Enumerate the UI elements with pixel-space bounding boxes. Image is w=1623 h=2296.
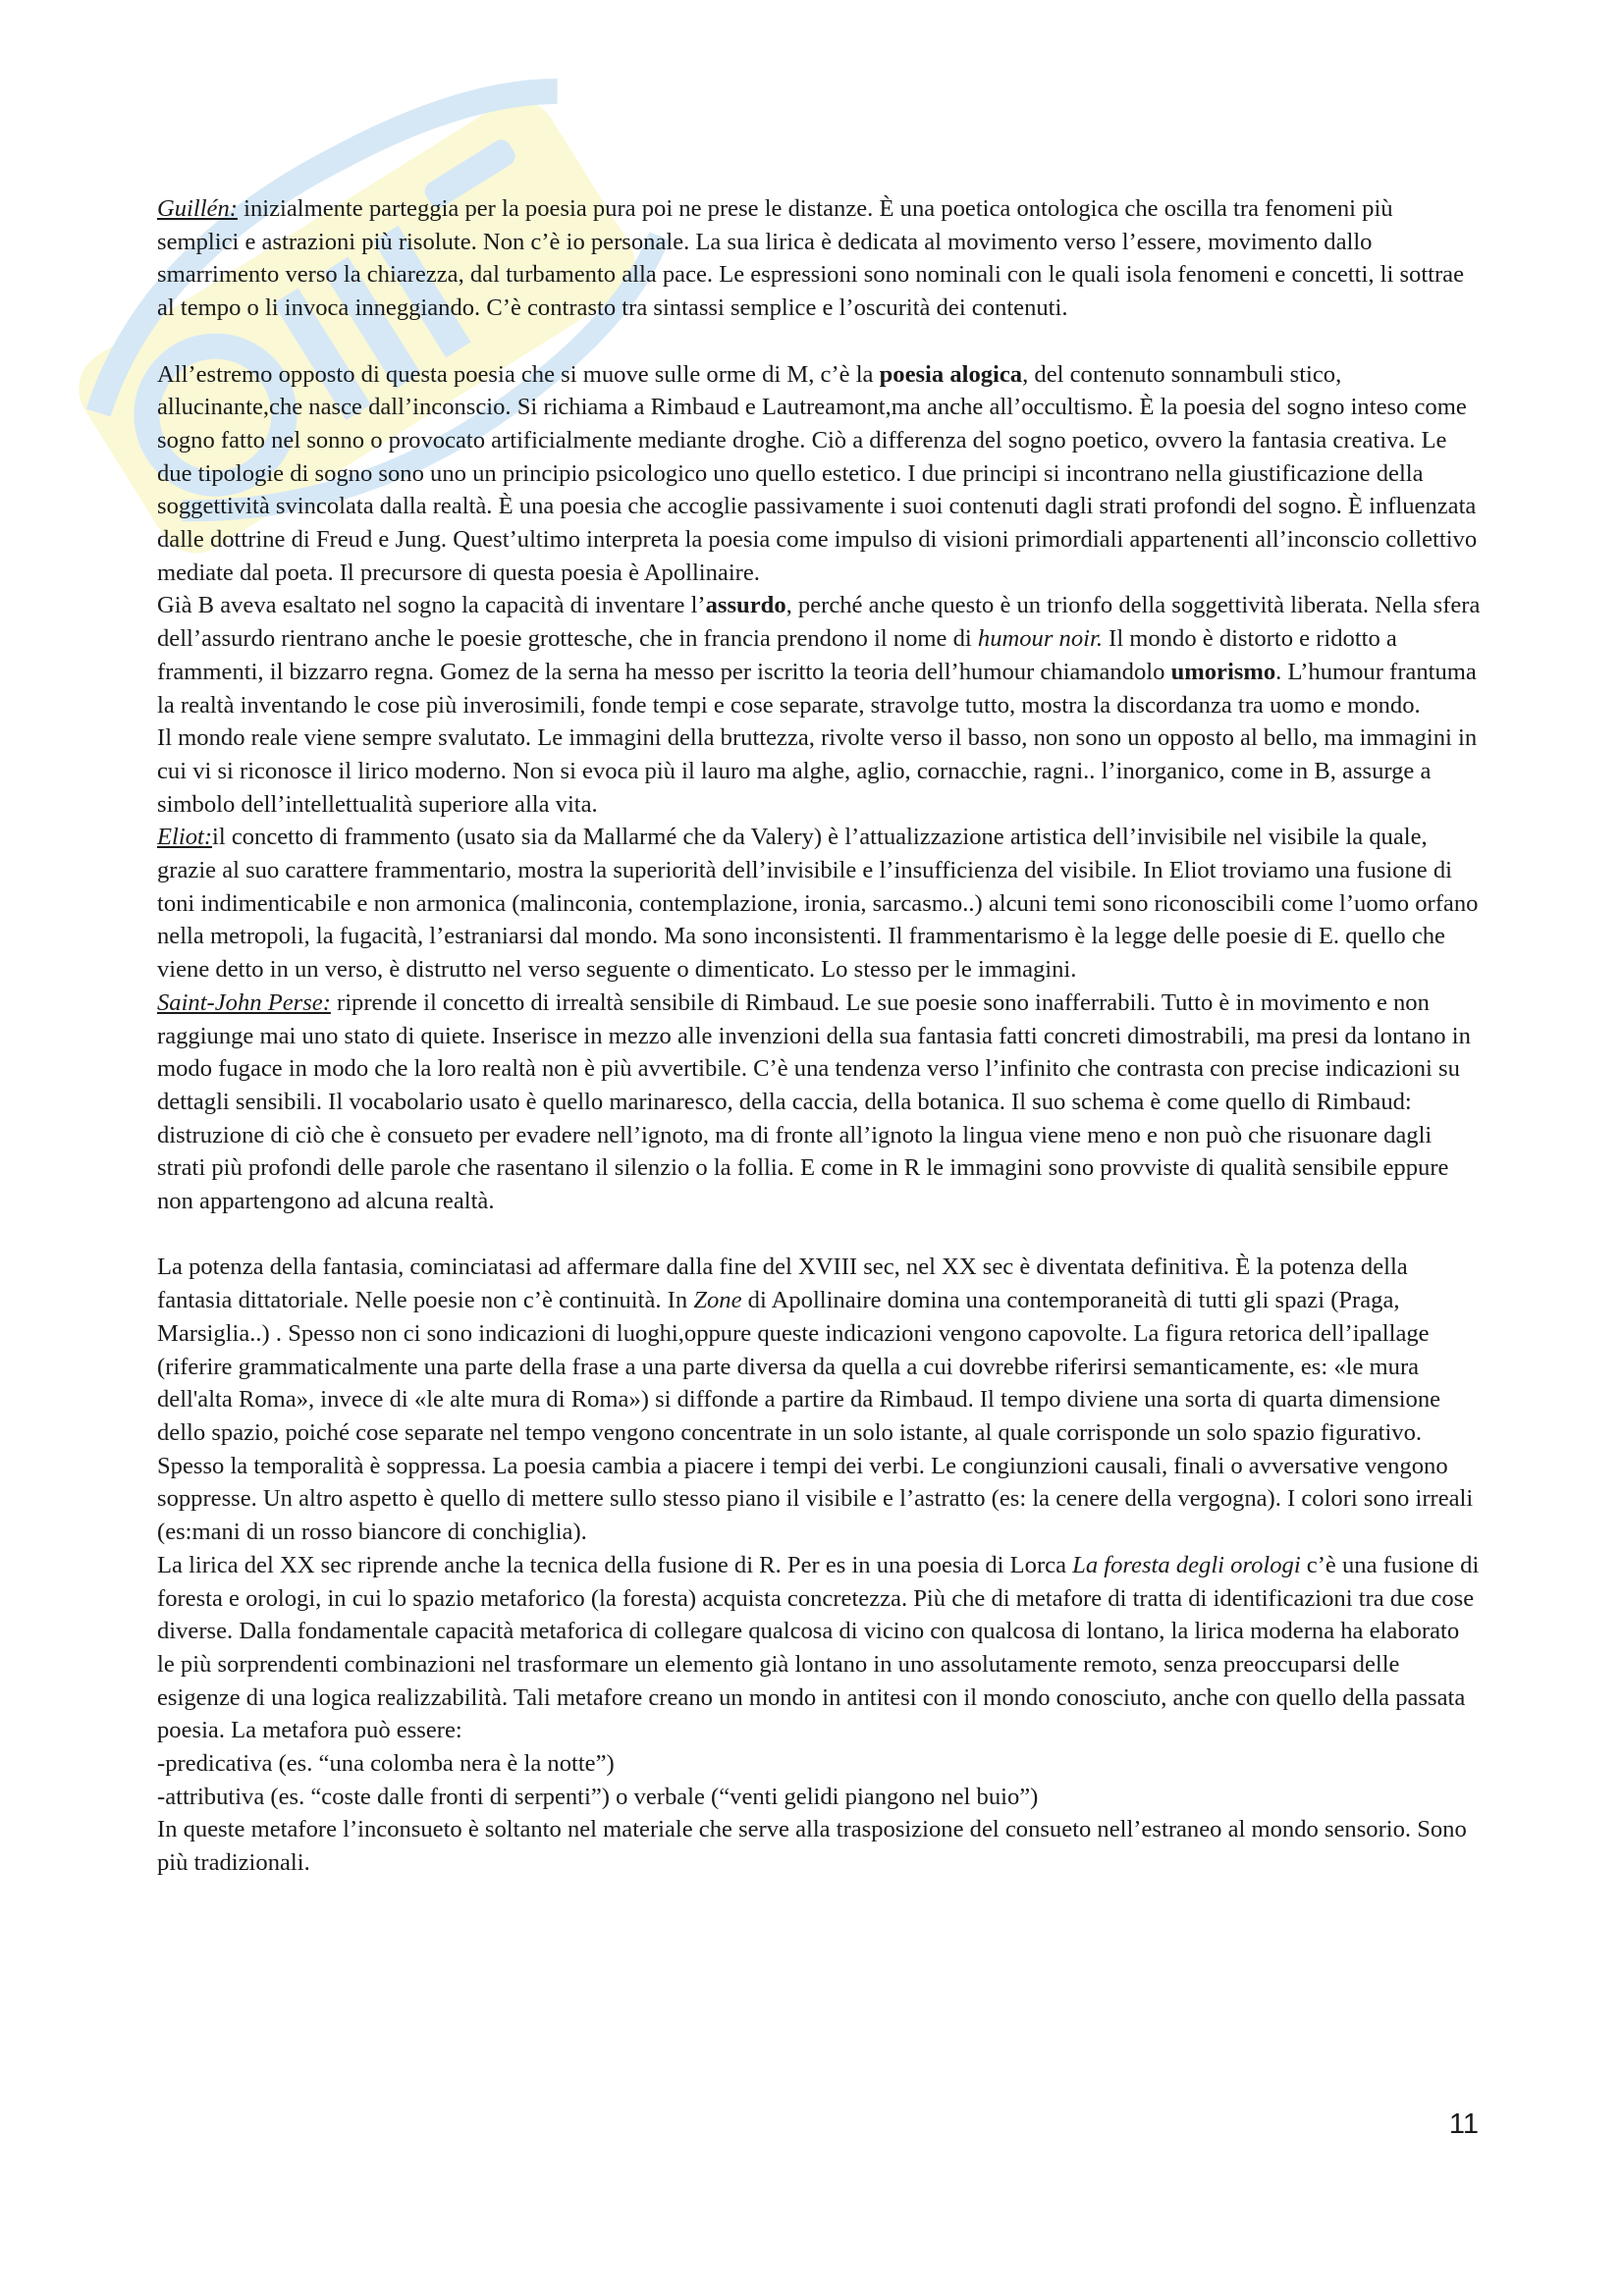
paragraph-spacer bbox=[157, 325, 1481, 358]
paragraph-text: , perché anche questo è un trionfo della soggettività liberata. Nella sfera dell’assurdo rientrano anche le poesie grottesche, che in francia prendono il nome di bbox=[157, 592, 1481, 653]
paragraph-saint-john-perse bbox=[157, 987, 1481, 1218]
term-assurdo: assurdo bbox=[705, 592, 786, 619]
paragraph-text: , del contenuto sonnambuli stico, allucinante,che nasce dall’inconscio. Si richiama a Rimbaud e Lautreamont,ma anche all’occultismo. È la poesia del sogno inteso come sogno fatto nel sonno o provocato artificialmente mediante droghe. Ciò a differenza del sogno poetico, ovvero la fantasia creativa. Le due tipologie di sogno sono uno un principio psicologico uno quello estetico. I due principi si incontrano nella giustificazione della soggettività svincolata dalla realtà. È una poesia che accoglie passivamente i suoi contenuti dagli strati profondi del sogno. È influenzata dalle dottrine di Freud e Jung. Quest’ultimo interpreta la poesia come impulso di visioni primordiali appartenenti all’inconscio collettivo mediate dal poeta. Il precursore di questa poesia è Apollinaire. bbox=[157, 360, 1478, 586]
title-zone: Zone bbox=[693, 1287, 742, 1314]
author-name-eliot: Eliot: bbox=[157, 824, 213, 851]
paragraph-eliot bbox=[157, 821, 1481, 987]
paragraph-text: il concetto di frammento (usato sia da Mallarmé che da Valery) è l’attualizzazione artistica dell’invisibile nel visibile la quale, grazie al suo carattere frammentario, mostra la superiorità dell’invisibile e l’insufficienza del visibile. In Eliot troviamo una fusione di toni indimenticabile e non armonica (malinconia, contemplazione, ironia, sarcasmo..) alcuni temi sono riconoscibili come l’uomo orfano nella metropoli, la fugacità, l’estraniarsi dal mondo. Ma sono inconsistenti. Il frammentarismo è la legge delle poesie di E. quello che viene detto in un verso, è distrutto nel verso seguente o dimenticato. Lo stesso per le immagini. bbox=[157, 824, 1479, 984]
paragraph-text: All’estremo opposto di questa poesia che si muove sulle orme di M, c’è la bbox=[157, 360, 880, 388]
title-foresta-degli-orologi: La foresta degli orologi bbox=[1072, 1551, 1301, 1578]
paragraph-potenza-fantasia bbox=[157, 1251, 1481, 1548]
paragraph-assurdo bbox=[157, 589, 1481, 721]
term-poesia-alogica: poesia alogica bbox=[879, 360, 1023, 388]
paragraph-guillen bbox=[157, 192, 1481, 325]
paragraph-text: Il mondo è distorto e ridotto a frammenti, il bizzarro regna. Gomez de la serna ha messo per iscritto la teoria dell’humour chiamandolo bbox=[157, 625, 1397, 685]
paragraph-spacer bbox=[157, 1218, 1481, 1252]
page-number: 11 bbox=[1448, 2109, 1479, 2140]
paragraph-text: La potenza della fantasia, cominciatasi ad affermare dalla fine del XVIII sec, nel XX sec è diventata definitiva. È la potenza della fantasia dittatoriale. Nelle poesie non c’è continuità. In bbox=[157, 1254, 1408, 1314]
term-humour-noir: humour noir. bbox=[977, 625, 1103, 653]
paragraph-text: La lirica del XX sec riprende anche la tecnica della fusione di R. Per es in una poesia di Lorca bbox=[157, 1551, 1073, 1578]
document-body bbox=[157, 192, 1481, 1880]
list-item: -attributiva (es. “coste dalle fronti di serpenti”) o verbale (“venti gelidi piangono nel buio”) bbox=[157, 1783, 1039, 1810]
author-name-guillen: Guillén: bbox=[157, 195, 238, 222]
paragraph-text: c’è una fusione di foresta e orologi, in cui lo spazio metaforico (la foresta) acquista concretezza. Più che di metafore di tratta di identificazioni tra due cose diverse. Dalla fondamentale capacità metaforica di collegare qualcosa di vicino con qualcosa di lontano, la lirica moderna ha elaborato le più sorprendenti combinazioni nel trasformare un elemento già lontano in uno assolutamente remoto, senza preoccuparsi delle esigenze di una logica realizzabilità. Tali metafore creano un mondo in antitesi con il mondo conosciuto, anche con quello della passata poesia. La metafora può essere: bbox=[157, 1551, 1480, 1744]
paragraph-text: inizialmente parteggia per la poesia pura poi ne prese le distanze. È una poetica ontologica che oscilla tra fenomeni più semplici e astrazioni più risolute. Non c’è io personale. La sua lirica è dedicata al movimento verso l’essere, movimento dallo smarrimento verso la chiarezza, dal turbamento alla pace. Le espressioni sono nominali con le quali isola fenomeni e concetti, li sottrae al tempo o li invoca inneggiando. C’è contrasto tra sintassi semplice e l’oscurità dei contenuti. bbox=[157, 195, 1465, 322]
paragraph-poesia-alogica bbox=[157, 358, 1481, 590]
paragraph-metafore-tradizionali: In queste metafore l’inconsueto è soltanto nel materiale che serve alla trasposizione del consueto nell’estraneo al mondo sensorio. Sono più tradizionali. bbox=[157, 1816, 1467, 1877]
paragraph-text: . L’humour frantuma la realtà inventando le cose più inverosimili, fonde tempi e cose separate, stravolge tutto, mostra la discordanza tra uomo e mondo. bbox=[157, 658, 1477, 719]
metaphor-types-list bbox=[157, 1747, 1481, 1813]
paragraph-mondo-reale: Il mondo reale viene sempre svalutato. Le immagini della bruttezza, rivolte verso il basso, non sono un opposto al bello, ma immagini in cui vi si riconosce il lirico moderno. Non si evoca più il lauro ma alghe, aglio, cornacchie, ragni.. l’inorganico, come in B, assurge a simbolo dell’intellettualità superiore alla vita. bbox=[157, 724, 1478, 818]
list-item: -predicativa (es. “una colomba nera è la notte”) bbox=[157, 1750, 615, 1778]
paragraph-text: riprende il concetto di irrealtà sensibile di Rimbaud. Le sue poesie sono inafferrabili. Tutto è in movimento e non raggiunge mai uno stato di quiete. Inserisce in mezzo alle invenzioni della sua fantasia fatti concreti dimostrabili, ma presi da lontano in modo fugace in modo che la loro realtà non è più avvertibile. C’è una tendenza verso l’infinito che contrasta con precise indicazioni su dettagli sensibili. Il vocabolario usato è quello marinaresco, della caccia, della botanica. Il suo schema è come quello di Rimbaud: distruzione di ciò che è consueto per evadere nell’ignoto, ma di fronte all’ignoto la lingua viene meno e non può che risuonare dagli strati più profondi delle parole che rasentano il silenzio o la follia. E come in R le immagini sono provviste di qualità sensibile eppure non appartengono ad alcuna realtà. bbox=[157, 988, 1471, 1215]
term-umorismo: umorismo bbox=[1170, 658, 1276, 685]
author-name-saint-john-perse: Saint-John Perse: bbox=[157, 988, 331, 1016]
paragraph-text: Già B aveva esaltato nel sogno la capacità di inventare l’ bbox=[157, 592, 706, 619]
paragraph-fusione bbox=[157, 1549, 1481, 1747]
paragraph-text: di Apollinaire domina una contemporaneità di tutti gli spazi (Praga, Marsiglia..) . Spesso non ci sono indicazioni di luoghi,oppure queste indicazioni vengono capovolte. La figura retorica dell’ipallage (riferire grammaticalmente una parte della frase a una parte diversa da quella a cui dovrebbe riferirsi semanticamente, es: «le mura dell'alta Roma», invece di «le alte mura di Roma») si diffonde a partire da Rimbaud. Il tempo diviene una sorta di quarta dimensione dello spazio, poiché cose separate nel tempo vengono concentrate in un solo istante, al quale corrisponde un solo spazio figurativo. Spesso la temporalità è soppressa. La poesia cambia a piacere i tempi dei verbi. Le congiunzioni causali, finali o avversative vengono soppresse. Un altro aspetto è quello di mettere sullo stesso piano il visibile e l’astratto (es: la cenere della vergogna). I colori sono irreali (es:mani di un rosso biancore di conchiglia). bbox=[157, 1287, 1474, 1546]
